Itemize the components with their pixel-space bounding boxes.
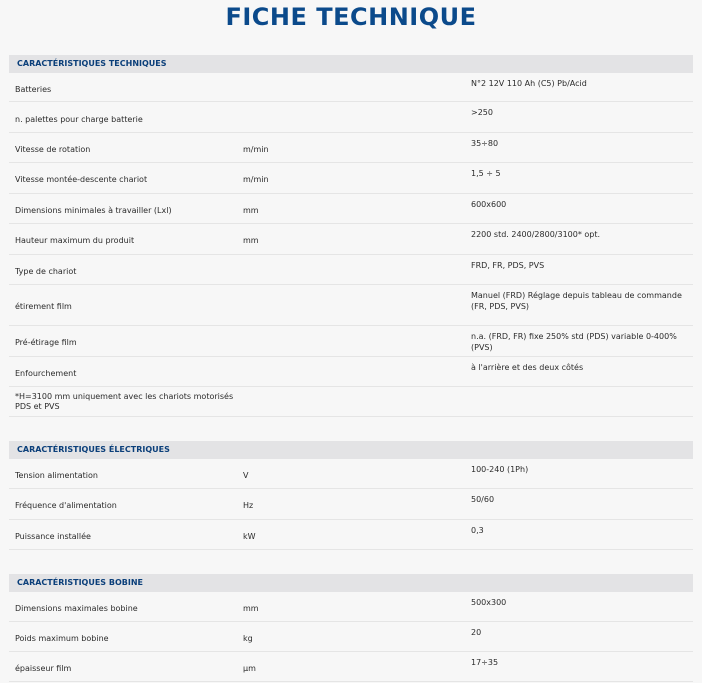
spec-row-max-height: [9, 224, 693, 255]
spec-row-supply-voltage: [9, 459, 693, 489]
spec-label: Pré-étirage film: [15, 338, 77, 347]
spec-label: Hauteur maximum du produit: [15, 236, 135, 245]
spec-label: Enfourchement: [15, 369, 77, 378]
spec-label: épaisseur film: [15, 664, 72, 673]
spec-value: 100-240 (1Ph): [471, 465, 529, 474]
spec-value: >250: [471, 108, 493, 117]
spec-label: Dimensions maximales bobine: [15, 604, 138, 613]
spec-label: Vitesse de rotation: [15, 145, 91, 154]
spec-value: 35÷80: [471, 139, 499, 148]
spec-value: 50/60: [471, 495, 495, 504]
spec-label: Type de chariot: [15, 267, 77, 276]
section-header-electrical: CARACTÉRISTIQUES ÉLECTRIQUES: [9, 441, 693, 459]
technical-specs-table: [9, 55, 693, 417]
section-header-reel: CARACTÉRISTIQUES BOBINE: [9, 574, 693, 592]
spec-unit: kW: [243, 532, 256, 541]
spec-row-film-thickness: [9, 652, 693, 682]
spec-row-min-dimensions: [9, 194, 693, 224]
spec-unit: Hz: [243, 501, 254, 510]
spec-value: N°2 12V 110 Ah (C5) Pb/Acid: [471, 79, 587, 88]
spec-value: 500x300: [471, 598, 507, 607]
spec-value: FRD, FR, PDS, PVS: [471, 261, 545, 270]
spec-unit: µm: [243, 664, 256, 673]
spec-value: 17÷35: [471, 658, 499, 667]
spec-label: Poids maximum bobine: [15, 634, 109, 643]
spec-value: 2200 std. 2400/2800/3100* opt.: [471, 230, 601, 239]
spec-unit: m/min: [243, 175, 269, 184]
spec-label: n. palettes pour charge batterie: [15, 115, 143, 124]
spec-label: étirement film: [15, 302, 72, 311]
spec-label: Puissance installée: [15, 532, 91, 541]
spec-row-max-reel-dimensions: [9, 592, 693, 622]
spec-value: 20: [471, 628, 482, 637]
spec-label: Dimensions minimales à travailler (Lxl): [15, 206, 172, 215]
spec-unit: m/min: [243, 145, 269, 154]
spec-row-rotation-speed: [9, 133, 693, 163]
spec-label: Tension alimentation: [15, 471, 98, 480]
spec-row-fork-entry: [9, 357, 693, 387]
spec-row-pallets-per-charge: [9, 102, 693, 133]
electrical-specs-table: [9, 441, 693, 550]
spec-value: Manuel (FRD) Réglage depuis tableau de commande (FR, PDS, PVS): [471, 291, 682, 311]
spec-unit: mm: [243, 604, 259, 613]
reel-specs-table: [9, 574, 693, 682]
spec-value: 600x600: [471, 200, 507, 209]
spec-unit: mm: [243, 206, 259, 215]
spec-value: 1,5 ÷ 5: [471, 169, 501, 178]
spec-row-batteries: [9, 73, 693, 102]
spec-row-film-prestretch: [9, 326, 693, 357]
spec-label: Fréquence d'alimentation: [15, 501, 117, 510]
spec-unit: kg: [243, 634, 253, 643]
spec-row-footnote: [9, 387, 693, 417]
spec-unit: V: [243, 471, 249, 480]
spec-row-max-reel-weight: [9, 622, 693, 652]
spec-footnote: *H=3100 mm uniquement avec les chariots motorisés PDS et PVS: [15, 392, 234, 411]
spec-label: Vitesse montée-descente chariot: [15, 175, 148, 184]
spec-value: à l'arrière et des deux côtés: [471, 363, 584, 372]
spec-row-supply-frequency: [9, 489, 693, 520]
page-title: FICHE TECHNIQUE: [225, 3, 477, 31]
section-header-technical: CARACTÉRISTIQUES TECHNIQUES: [9, 55, 693, 73]
spec-unit: mm: [243, 236, 259, 245]
spec-value: n.a. (FRD, FR) fixe 250% std (PDS) variable 0-400% (PVS): [471, 332, 677, 352]
spec-row-carriage-type: [9, 255, 693, 285]
spec-label: Batteries: [15, 85, 52, 94]
spec-row-installed-power: [9, 520, 693, 550]
spec-value: 0,3: [471, 526, 484, 535]
spec-row-carriage-speed: [9, 163, 693, 194]
spec-row-film-stretch: [9, 285, 693, 326]
